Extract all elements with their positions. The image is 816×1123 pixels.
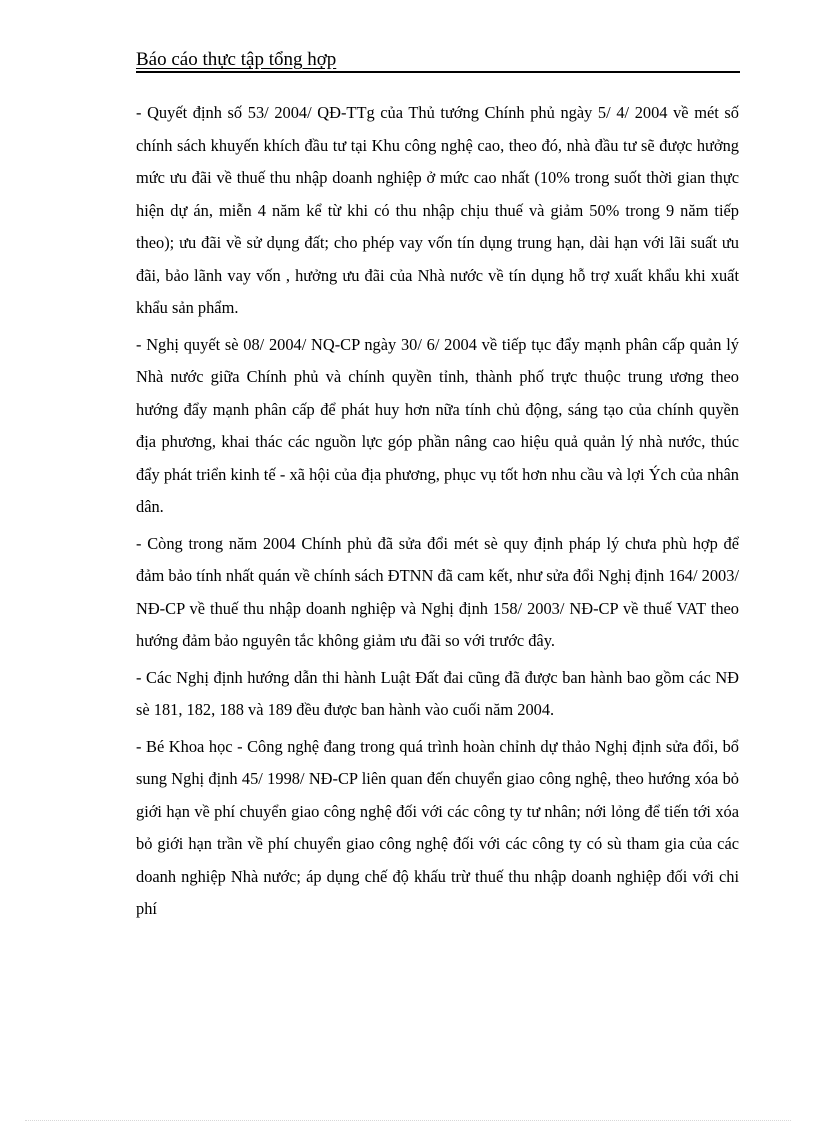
page-header xyxy=(136,49,740,73)
paragraph-resolution-08: - Nghị quyết sè 08/ 2004/ NQ-CP ngày 30/ 6/ 2004 về tiếp tục đẩy mạnh phân cấp quản lý Nhà nước giữa Chính phủ và chính quyền tỉnh, thành phố trực thuộc trung ương theo hướng đẩy mạnh phân cấp để phát huy hơn nữa tính chủ động, sáng tạo của chính quyền địa phương, khai thác các nguồn lực góp phần nâng cao hiệu quả quản lý nhà nước, thúc đẩy phát triển kinh tế - xã hội của địa phương, phục vụ tốt hơn nhu cầu và lợi Ých của nhân dân. xyxy=(136,334,739,516)
document-body xyxy=(136,97,739,930)
paragraph-technology-transfer: - Bé Khoa học - Công nghệ đang trong quá trình hoàn chỉnh dự thảo Nghị định sửa đổi, bổ sung Nghị định 45/ 1998/ NĐ-CP liên quan đến chuyển giao công nghệ, theo hướng xóa bỏ giới hạn về phí chuyển giao công nghệ đối với các công ty tư nhân; nới lỏng để tiến tới xóa bỏ giới hạn trần về phí chuyển giao công nghệ đối với các công ty có sù tham gia của các doanh nghiệp Nhà nước; áp dụng chế độ khấu trừ thuế thu nhập doanh nghiệp đối với chi phí xyxy=(136,736,739,918)
paragraph-decision-53: - Quyết định số 53/ 2004/ QĐ-TTg của Thủ tướng Chính phủ ngày 5/ 4/ 2004 về mét số chính sách khuyến khích đầu tư tại Khu công nghệ cao, theo đó, nhà đầu tư sẽ được hưởng mức ưu đãi về thuế thu nhập doanh nghiệp ở mức cao nhất (10% trong suốt thời gian thực hiện dự án, miễn 4 năm kể từ khi có thu nhập chịu thuế và giảm 50% trong 9 năm tiếp theo); ưu đãi về sử dụng đất; cho phép vay vốn tín dụng trung hạn, dài hạn với lãi suất ưu đãi, bảo lãnh vay vốn , hưởng ưu đãi của Nhà nước về tín dụng hỗ trợ xuất khẩu khi xuất khẩu sản phẩm. xyxy=(136,103,739,317)
paragraph-land-law-decrees: - Các Nghị định hướng dẫn thi hành Luật Đất đai cũng đã được ban hành bao gồm các NĐ sè 181, 182, 188 và 189 đều được ban hành vào cuối năm 2004. xyxy=(136,667,739,719)
page-footer-rule xyxy=(25,1120,791,1121)
paragraph-amendments-2004: - Còng trong năm 2004 Chính phủ đã sửa đổi mét sè quy định pháp lý chưa phù hợp để đảm bảo tính nhất quán về chính sách ĐTNN đã cam kết, như sửa đổi Nghị định 164/ 2003/ NĐ-CP về thuế thu nhập doanh nghiệp và Nghị định 158/ 2003/ NĐ-CP về thuế VAT theo hướng đảm bảo nguyên tắc không giảm ưu đãi so với trước đây. xyxy=(136,533,739,650)
page-header-title: Báo cáo thực tập tổng hợp xyxy=(136,49,337,70)
